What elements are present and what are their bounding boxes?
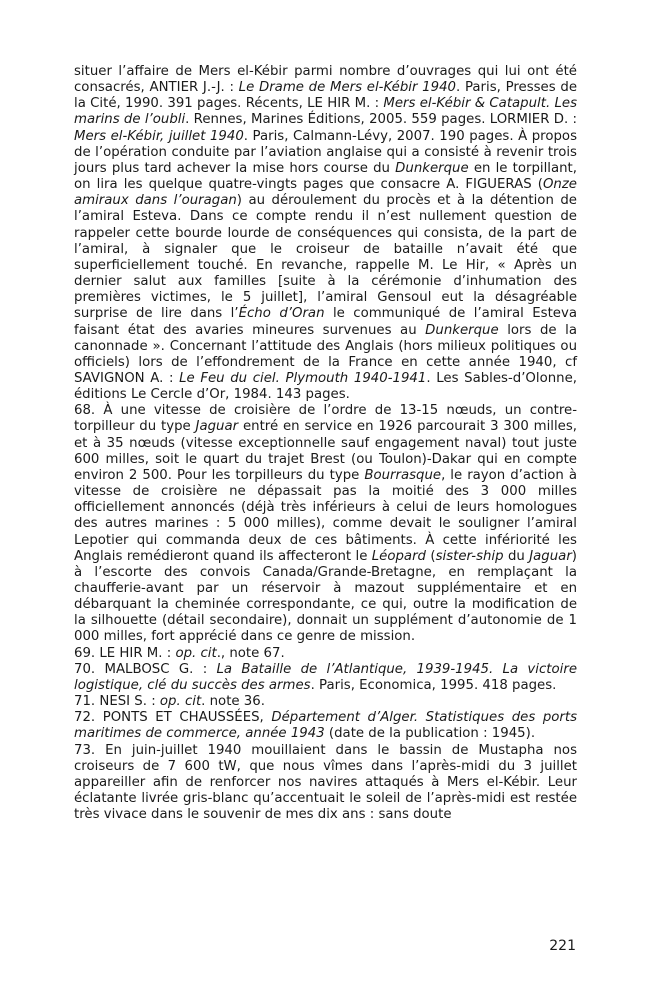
note-text: 72. PONTS ET CHAUSSÉES,: [74, 710, 272, 726]
note-text: lors de la canonnade ». Concernant l’attitude des Anglais (hors milieux politiques ou officiels) lors de l’effondrement de la France en cette année 1940, cf SAVIGNON A. :: [74, 322, 577, 386]
italic-title: Dunkerque: [425, 322, 499, 338]
note-text: (: [426, 548, 436, 564]
note-72: [74, 710, 577, 742]
note-text: du: [503, 548, 530, 564]
note-text: 69. LE HIR M. :: [74, 645, 176, 661]
note-text: . note 36.: [201, 694, 265, 710]
note-text: 71. NESI S. :: [74, 694, 160, 710]
italic-title: Jaguar: [529, 548, 572, 564]
note-text: . Les Sables-d’Olonne, éditions Le Cercle d’Or, 1984. 143 pages.: [74, 370, 577, 403]
note-text: 73. En juin-juillet 1940 mouillaient dans le bassin de Mustapha nos croiseurs de 7 600 tW, que nous vîmes dans l’après-midi du 3 juillet appareiller afin de renforcer nos navires attaqués à Mers el-Kébir. Leur éclatante livrée gris-blanc qu’accentuait le soleil de l’après-midi est restée très vivace dans le souvenir de mes dix ans : sans doute: [74, 742, 577, 823]
note-73: [74, 743, 577, 824]
note-text: en le torpillant, on lira les quelque quatre-vingts pages que consacre A. FIGUERAS (: [74, 160, 577, 193]
italic-title: Dunkerque: [395, 160, 469, 176]
note-68: [74, 403, 577, 645]
italic-title: Léopard: [371, 548, 426, 564]
note-text: . Paris, Economica, 1995. 418 pages.: [310, 677, 557, 693]
italic-title: Le Drame de Mers el-Kébir 1940: [238, 80, 457, 96]
note-text: 70. MALBOSC G. :: [74, 661, 217, 677]
note-text: ., note 67.: [216, 645, 285, 661]
italic-title: sister-ship: [435, 548, 504, 564]
italic-title: Mers el-Kébir, juillet 1940: [74, 128, 244, 144]
note-text: . Paris, Calmann-Lévy, 2007. 190 pages. À propos de l’opération conduite par l’aviation anglaise qui a consisté à revenir trois jours plus tard achever la mise hors course du: [74, 128, 577, 176]
endnotes-text: [74, 64, 577, 823]
note-text: , le rayon d’action à vitesse de croisière ne dépassait pas la moitié des 3 000 milles officiellement annoncés (déjà très inférieurs à celui de leurs homologues des autres marines : 5 000 milles), comme devait le souligner l’amiral Lepotier qui commanda deux de ces bâtiments. À cette infériorité les Anglais remédieront quand ils affecteront le: [74, 467, 577, 564]
note-text: . Paris, Presses de la Cité, 1990. 391 pages. Récents, LE HIR M. :: [74, 80, 578, 112]
note-text: ) au déroulement du procès et à la détention de l’amiral Esteva. Dans ce compte rendu il n’est nullement question de rappeler cette bourde lourde de conséquences qui consista, de la part de l’amiral, à signaler que le croiseur de bataille n’avait été que superficiellement touché. En revanche, rappelle M. Le Hir, « Après un dernier salut aux familles [suite à la cérémonie d’inhumation des premières victimes, le 5 juillet], l’amiral Gensoul eut la désagréable surprise de lire dans l’: [74, 193, 577, 322]
italic-title: La Bataille de l’Atlantique, 1939-1945. La victoire logistique, clé du succès des armes: [74, 661, 577, 693]
note-text: le communiqué de l’amiral Esteva faisant état des avaries mineures survenues au: [74, 306, 577, 338]
italic-title: op. cit: [175, 645, 217, 661]
note-text: situer l’affaire de Mers el-Kébir parmi nombre d’ouvrages qui lui ont été consacrés, ANTIER J.-J. :: [74, 64, 577, 96]
note-text: . Rennes, Marines Éditions, 2005. 559 pages. LORMIER D. :: [185, 112, 577, 128]
italic-title: Département d’Alger. Statistiques des ports maritimes de commerce, année 1943: [74, 710, 577, 742]
note-71: [74, 694, 577, 710]
italic-title: Onze amiraux dans l’ouragan: [74, 177, 577, 209]
italic-title: Écho d’Oran: [238, 306, 325, 322]
note-continuation: [74, 64, 577, 403]
italic-title: Mers el-Kébir & Catapult. Les marins de l’oubli: [74, 96, 577, 128]
note-text: entré en service en 1926 parcourait 3 300 milles, et à 35 nœuds (vitesse exceptionnelle sauf engagement naval) tout juste 600 milles, soit le quart du trajet Brest (ou Toulon)-Dakar qui en compte environ 2 500. Pour les torpilleurs du type: [74, 419, 577, 483]
note-70: [74, 662, 577, 694]
italic-title: Le Feu du ciel. Plymouth 1940-1941: [179, 370, 427, 386]
note-text: 68. À une vitesse de croisière de l’ordre de 13-15 nœuds, un contre-torpilleur du type: [74, 403, 577, 435]
note-69: [74, 646, 577, 662]
note-text: (date de la publication : 1945).: [324, 726, 536, 742]
italic-title: Bourrasque: [364, 467, 442, 483]
italic-title: Jaguar: [195, 419, 239, 435]
page-number: 221: [549, 938, 576, 954]
note-text: ) à l’escorte des convois Canada/Grande-Bretagne, en remplaçant la chaufferie-avant par un réservoir à mazout supplémentaire et en débarquant la cheminée correspondante, ce qui, outre la modification de la silhouette (détail secondaire), donnait un supplément d’autonomie de 1 000 milles, fort apprécié dans ce genre de mission.: [74, 548, 577, 645]
italic-title: op. cit: [159, 694, 202, 710]
